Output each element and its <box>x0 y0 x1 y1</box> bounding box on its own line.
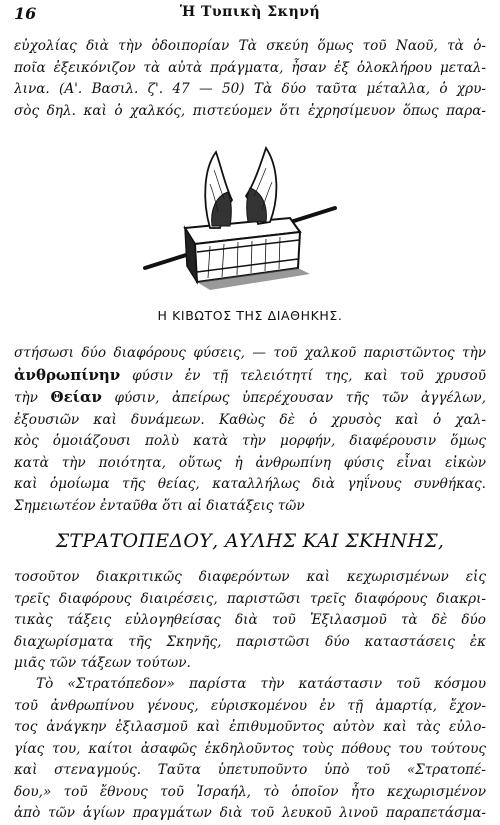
text-line: γίας του, καίτοι ἀσαφῶς ἐκδηλοῦντος τοὺς πόθους του τούτους <box>14 740 486 757</box>
text-line: τοσοῦτον διακριτικῶς διαφερόντων καὶ κεχωρισμένων εἰς <box>14 569 486 585</box>
text-line: λινα. (Α'. Βασιλ. ζ'. 47 — 50) Τὰ δύο ταῦτα μέταλλα, ὁ χρυ- <box>14 81 486 97</box>
text-line: ποῖα ἐξεικόνιζον τὰ αὐτὰ πράγματα, ἦσαν ἐξ ὁλοκλήρου μεταλ- <box>14 59 486 76</box>
text-line: δου,» τοῦ ἔθνους τοῦ Ἰσραήλ, τὸ ὁποῖον ἦτο κεχωρισμένον <box>14 783 486 800</box>
text-span: τὴν <box>14 390 51 406</box>
text-line: τικὰς τάξεις εὐλογηθείσας διὰ τοῦ Ἐξιλασμοῦ τὰ δὲ δύο <box>14 612 486 628</box>
page-header <box>14 4 486 26</box>
paragraph-3 <box>14 567 486 675</box>
text-line: τοῦ ἀνθρωπίνου γένους, εὑρισκομένου ἐν τῇ ἁμαρτίᾳ, ἔχον- <box>14 697 486 714</box>
text-line: διαχωρίσματα τῆς Σκηνῆς, παριστῶσι δύο καταστάσεις ἐκ <box>14 633 486 650</box>
text-line: τρεῖς διαφόρους διαιρέσεις, παριστῶσι τρεῖς διαφόρους διακρι- <box>14 590 486 607</box>
text-line: τος ἀνάγκην ἐξιλασμοῦ καὶ ἐπιθυμοῦντος αὐτὸν καὶ τὰς εὐλο- <box>14 719 486 735</box>
emphasized-word: Θείαν <box>50 388 102 406</box>
paragraph-1 <box>14 36 486 122</box>
text-line: ἀπὸ τῶν ἁγίων πραγμάτων διὰ τοῦ λευκοῦ λινοῦ παραπετάσμα- <box>14 805 486 821</box>
text-span: φύσιν, ἀπείρως ὑπερέχουσαν τῆς τῶν ἀγγέλων, <box>101 390 486 406</box>
text-line: καὶ ὁμοίωμα τῆς θείας, καταλλήλως διὰ γηΐνους συνθήκας. <box>14 476 486 492</box>
ark-of-covenant-illustration <box>140 140 340 300</box>
text-line: εὐχολίας διὰ τὴν ὁδοιπορίαν Τὰ σκεύη ὅμως τοῦ Ναοῦ, τὰ ὁ- <box>14 38 486 54</box>
paragraph-2 <box>14 343 486 517</box>
running-head: Ἡ Τυπικὴ Σκηνή <box>179 4 321 20</box>
emphasized-word: ἀνθρωπίνην <box>14 365 121 384</box>
text-line: ἐξουσιῶν καὶ δυνάμεων. Καθὼς δὲ ὁ χρυσὸς καὶ ὁ χαλ- <box>14 411 486 428</box>
text-line: κατὰ τὴν ποιότητα, οὕτως ἡ ἀνθρωπίνη φύσις εἶναι εἰκὼν <box>14 454 486 471</box>
text-line: στήσωσι δύο διαφόρους φύσεις, — τοῦ χαλκοῦ παριστῶντος τὴν <box>14 345 486 361</box>
paragraph-4 <box>14 674 486 825</box>
text-line: Σημειωτέον ἐνταῦθα ὅτι αἱ διατάξεις τῶν <box>14 497 305 514</box>
text-line: καὶ στεναγμούς. Ταῦτα ὑπετυποῦντο ὑπὸ τοῦ «Στρατοπέ- <box>14 762 486 778</box>
figure-caption: Η ΚΙΒΩΤΟΣ ΤΗΣ ΔΙΑΘΗΚΗΣ. <box>157 308 343 323</box>
text-line <box>14 365 486 388</box>
section-heading: ΣΤΡΑΤΟΠΕΔΟΥ, ΑΥΛΗΣ ΚΑΙ ΣΚΗΝΗΣ, <box>55 530 445 552</box>
text-line: σὸς δηλ. καὶ ὁ χαλκός, πιστεύομεν ὅτι ἐχρησίμευον ὅπως παρα- <box>14 102 486 119</box>
text-span: φύσιν ἐν τῇ τελειότητί της, καὶ τοῦ χρυσοῦ <box>120 367 486 384</box>
page-number: 16 <box>14 4 37 23</box>
text-line: μιᾶς τῶν τάξεων τούτων. <box>14 655 191 671</box>
text-line: Τὸ «Στρατόπεδον» παρίστα τὴν κατάστασιν τοῦ κόσμου <box>36 676 486 692</box>
text-line: κὸς ὁμοιάζουσι πολὺ κατὰ τὴν μορφήν, διαφέρουσιν ὅμως <box>14 433 486 449</box>
text-line <box>14 387 486 410</box>
